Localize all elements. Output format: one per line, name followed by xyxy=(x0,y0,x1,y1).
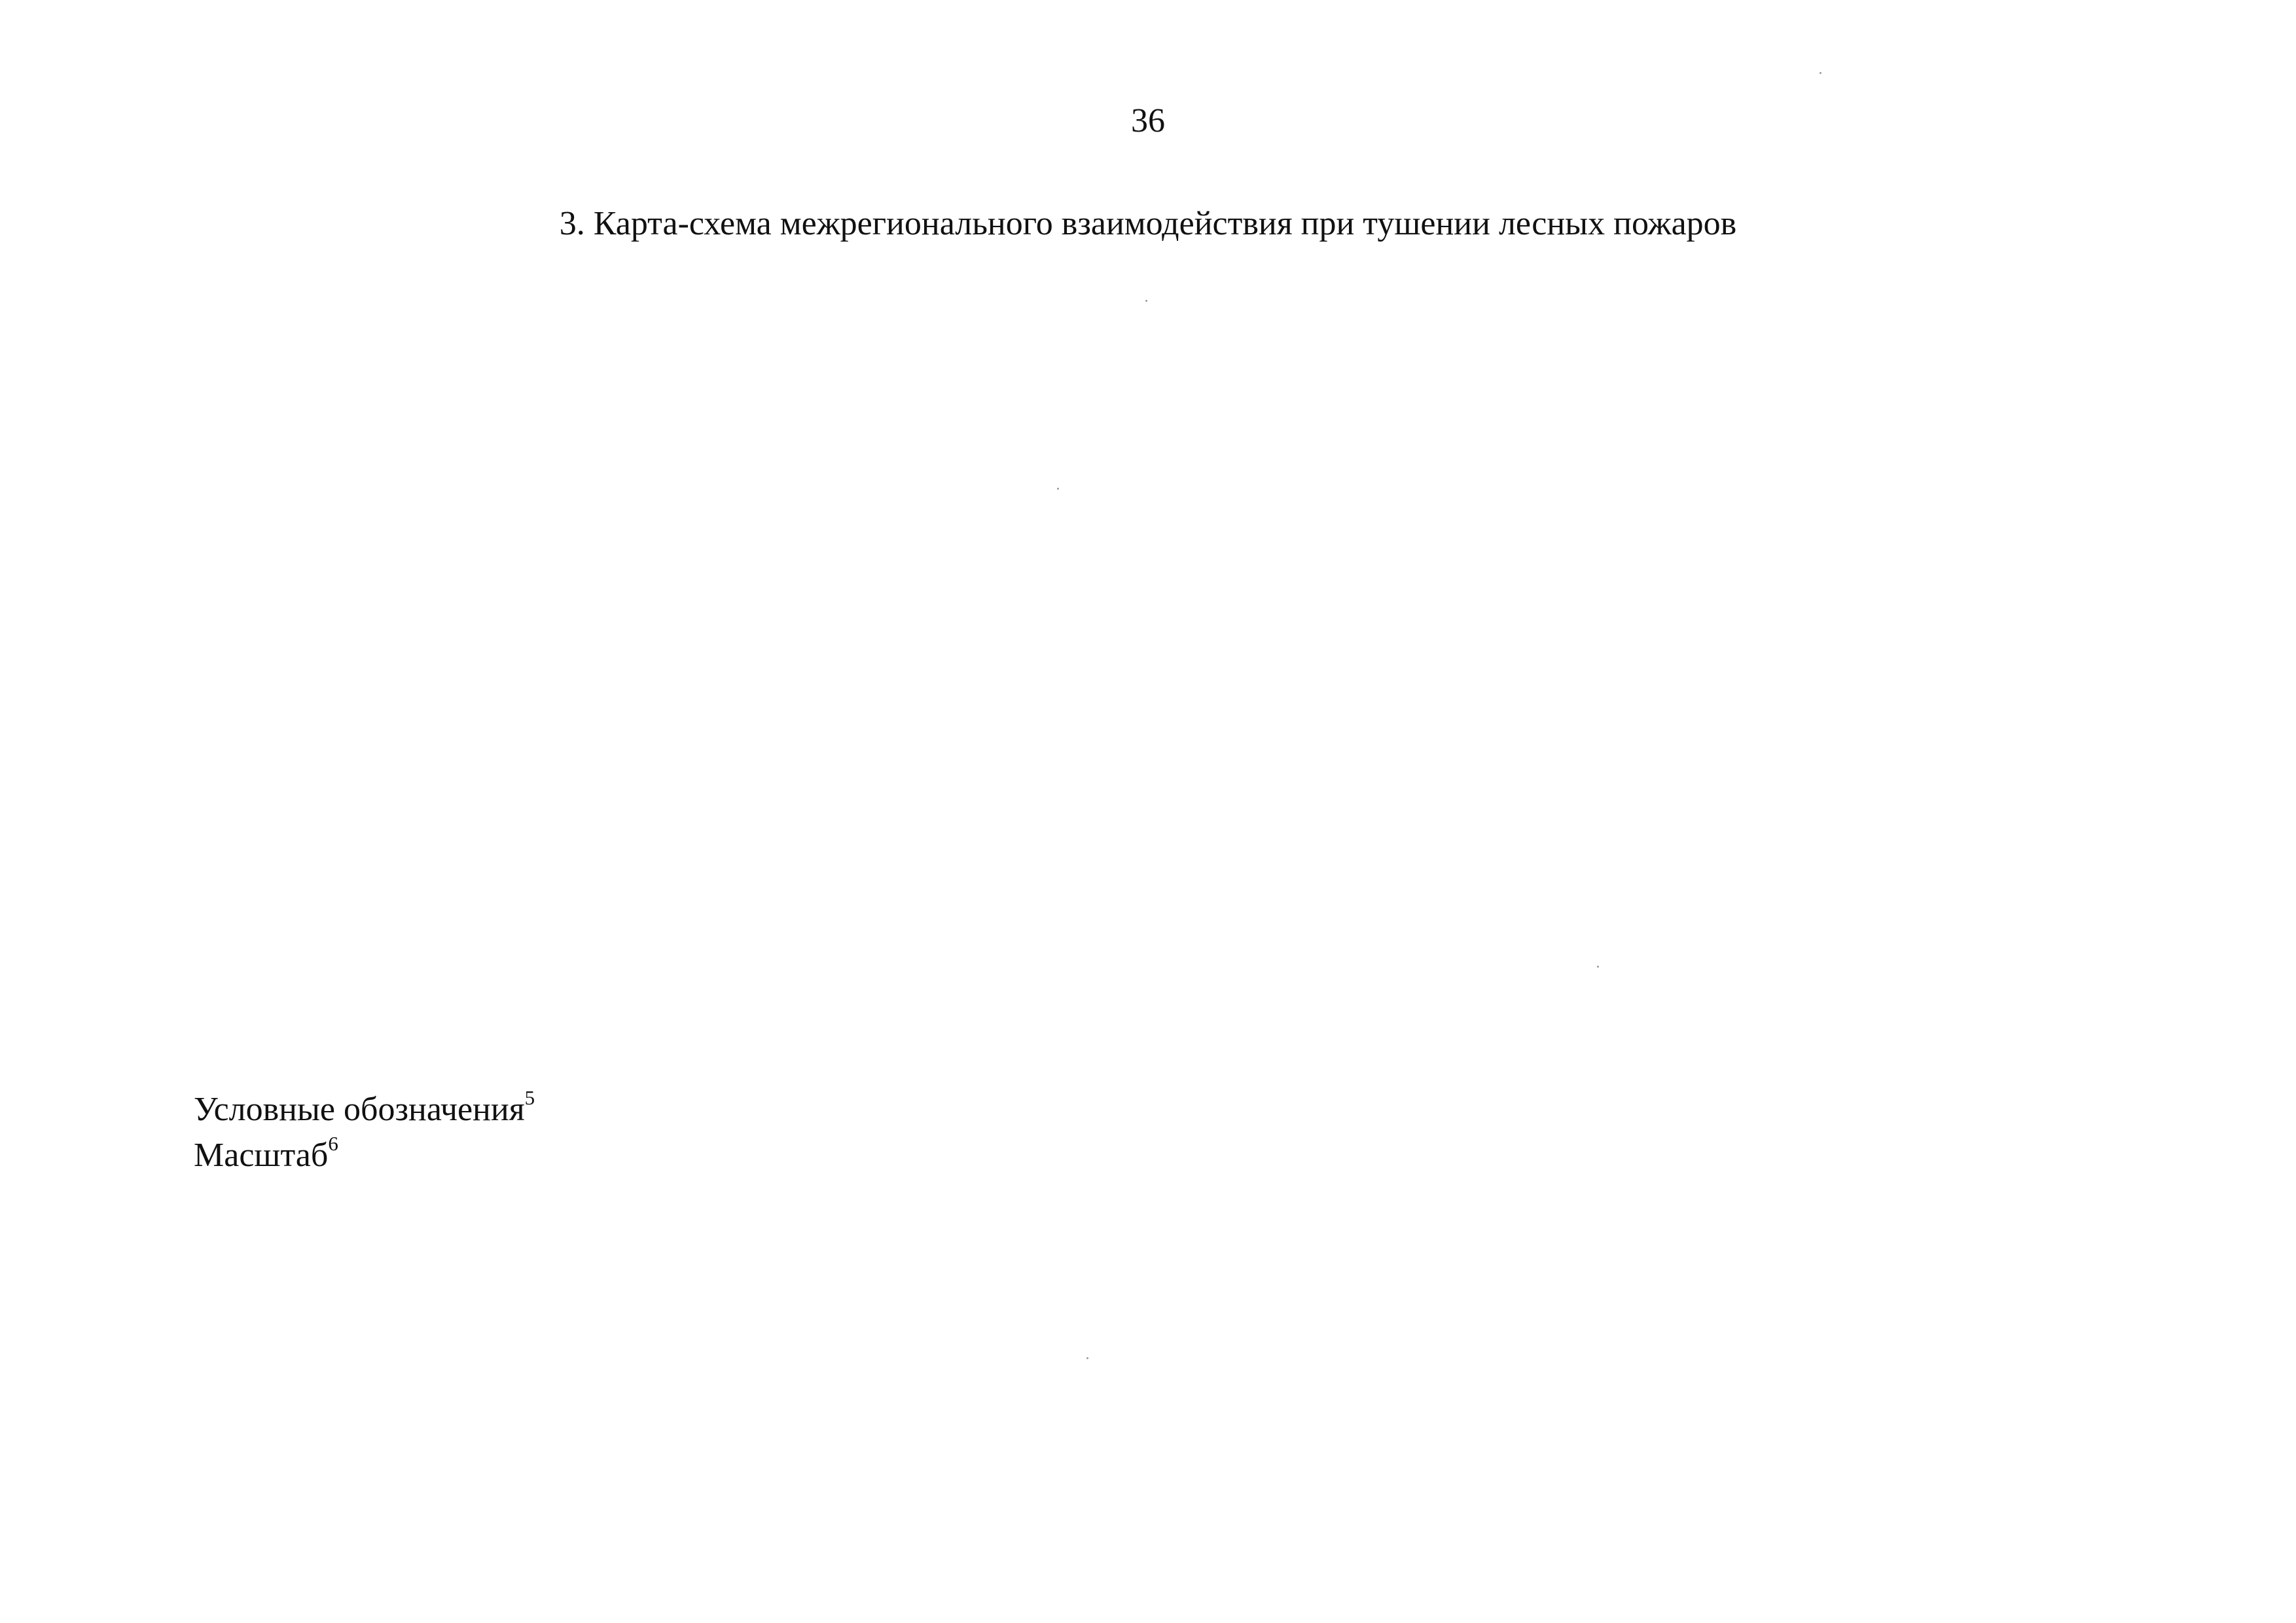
scale-label: Масштаб xyxy=(194,1137,329,1174)
scan-speck xyxy=(1086,1357,1088,1359)
scan-speck xyxy=(1145,300,1147,302)
page-number: 36 xyxy=(1131,102,1165,139)
conventions-line xyxy=(194,1087,535,1133)
scale-footnote-marker: 6 xyxy=(328,1131,338,1155)
scan-speck xyxy=(1597,966,1599,968)
page-title: 3. Карта-схема межрегионального взаимодействия при тушении лесных пожаров xyxy=(559,205,1737,242)
conventions-label: Условные обозначения xyxy=(194,1091,525,1128)
scale-line xyxy=(194,1133,535,1178)
conventions-footnote-marker: 5 xyxy=(524,1085,535,1109)
scan-speck xyxy=(1820,72,1821,74)
scan-speck xyxy=(1057,488,1059,490)
legend-block xyxy=(194,1087,535,1178)
